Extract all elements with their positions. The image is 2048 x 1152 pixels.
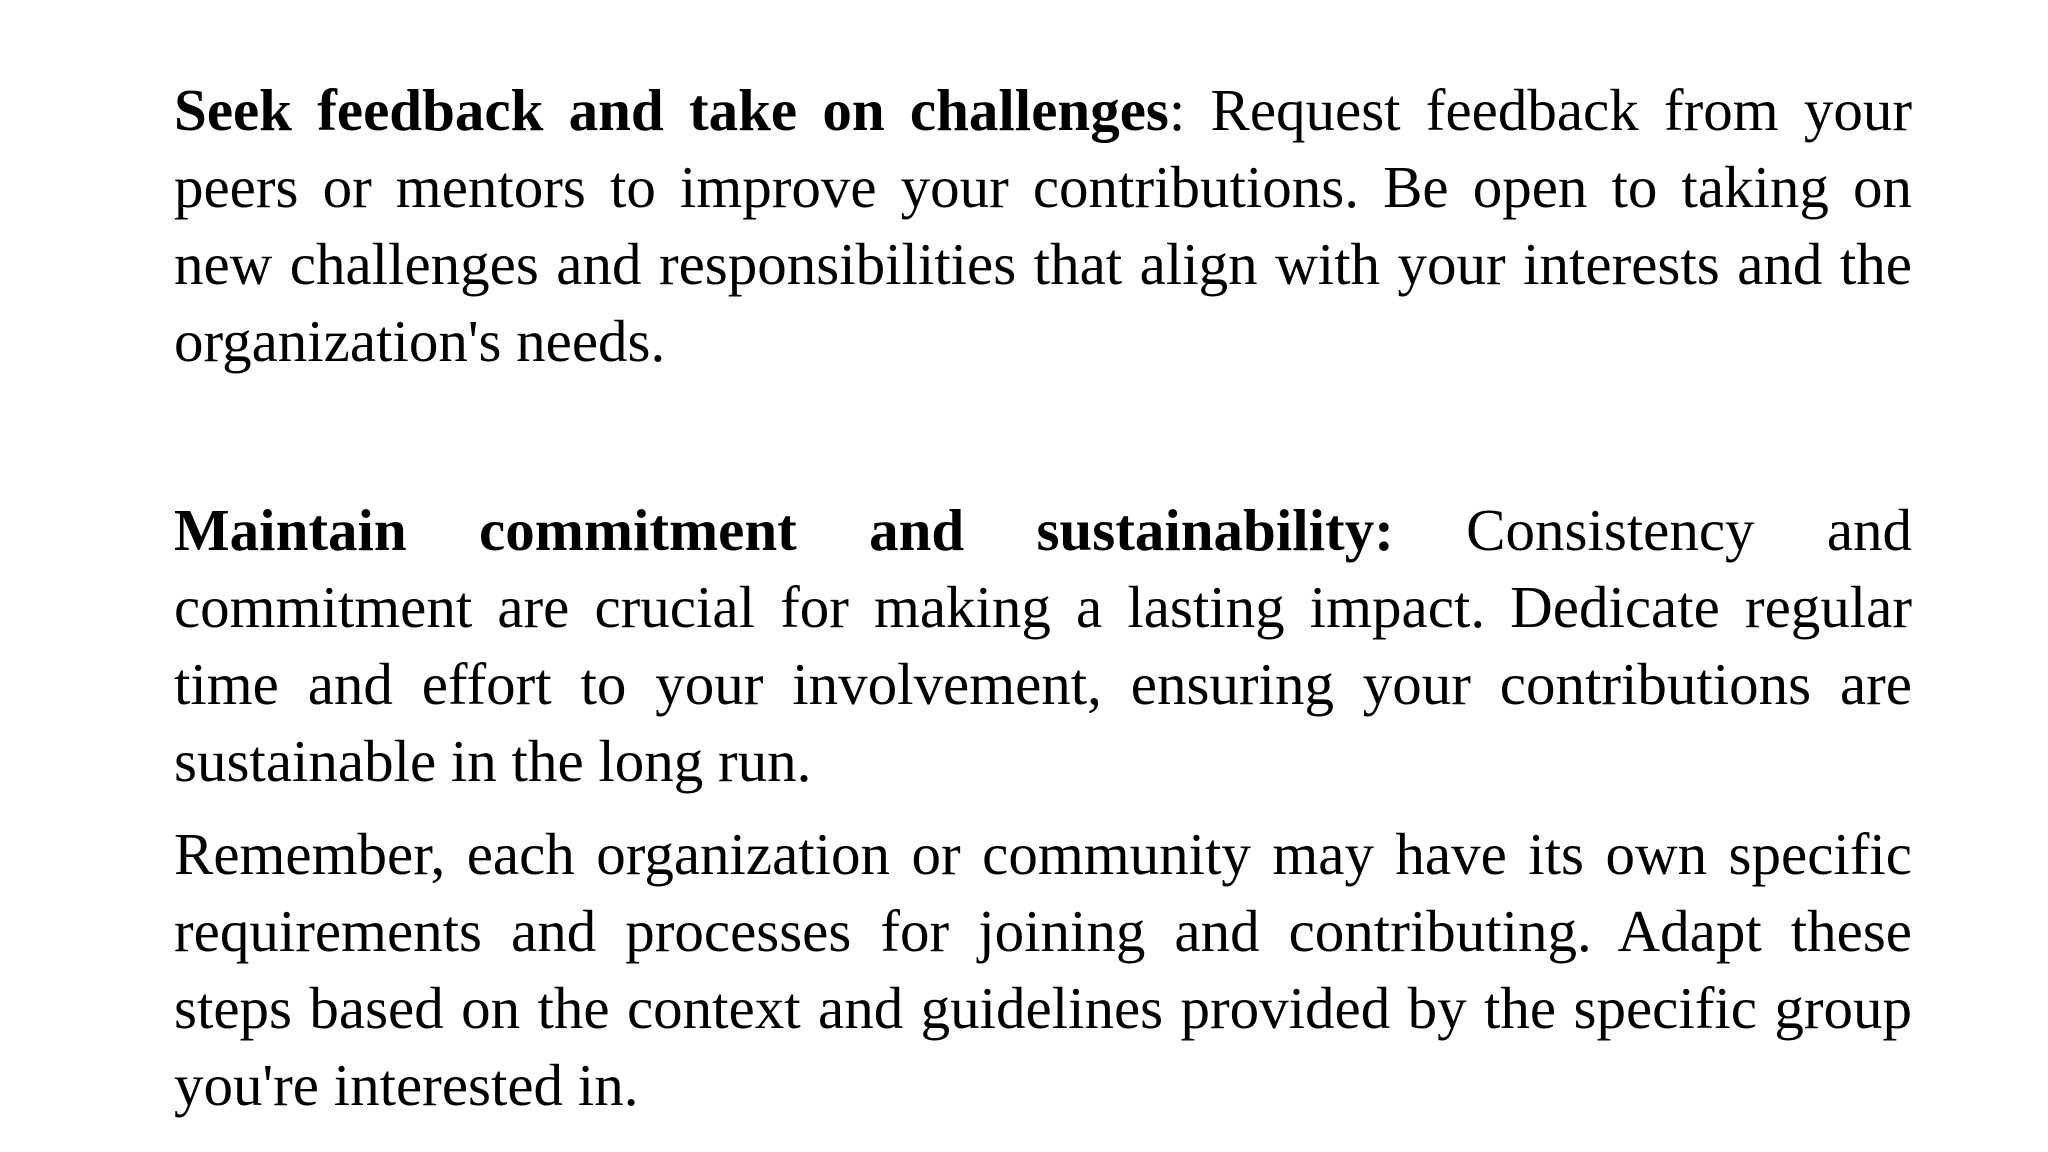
- paragraph-seek-feedback: [174, 72, 1912, 380]
- heading-separator: [1394, 497, 1466, 563]
- heading-separator: :: [1168, 77, 1211, 143]
- paragraph-heading: Seek feedback and take on challenges: [174, 77, 1169, 143]
- paragraph-remember: [174, 816, 1912, 1124]
- paragraph-maintain-commitment: [174, 492, 1912, 800]
- paragraph-body: Request feedback from your peers or mentors to improve your contributions. Be open to taking on new challenges and responsibilities that align with your interests and the organization's needs.: [174, 77, 1912, 374]
- paragraph-body: Consistency and commitment are crucial for making a lasting impact. Dedicate regular time and effort to your involvement, ensuring your contributions are sustainable in the long run.: [174, 497, 1913, 794]
- paragraph-body: Remember, each organization or community may have its own specific requirements and processes for joining and contributing. Adapt these steps based on the context and guidelines provided by the specific group you're interested in.: [174, 821, 1912, 1118]
- paragraph-heading: Maintain commitment and sustainability:: [174, 497, 1394, 563]
